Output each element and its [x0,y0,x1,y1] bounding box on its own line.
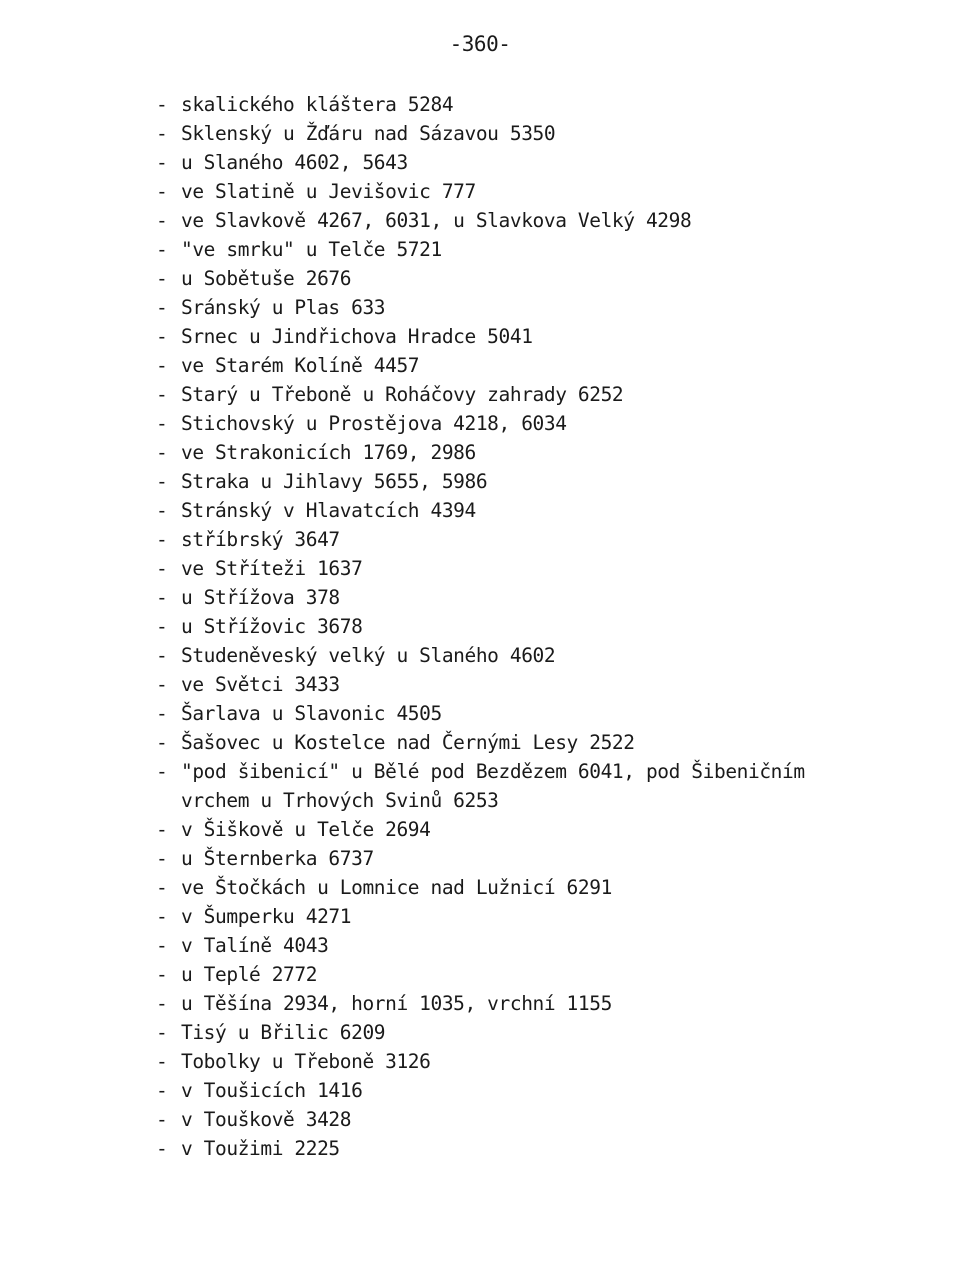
entry-dash: - [156,615,168,638]
entry-text: ve Starém Kolíně 4457 [181,354,420,377]
list-item [156,264,946,293]
entry-dash: - [156,151,168,174]
list-item [156,1047,946,1076]
entry-dash: - [156,1079,168,1102]
entry-text: v Talíně 4043 [181,934,329,957]
entry-dash: - [156,180,168,203]
entry-dash: - [156,238,168,261]
entry-dash: - [156,586,168,609]
list-item [156,119,946,148]
list-item [156,641,946,670]
entry-dash: - [156,354,168,377]
entry-text: Sklenský u Žďáru nad Sázavou 5350 [181,122,556,145]
list-item [156,699,946,728]
entry-text: v Touškově 3428 [181,1108,352,1131]
list-item [156,380,946,409]
entry-text: Straka u Jihlavy 5655, 5986 [181,470,488,493]
entry-text: ve Stříteži 1637 [181,557,363,580]
entry-dash: - [156,528,168,551]
list-item [156,1076,946,1105]
list-item [156,612,946,641]
entry-dash: - [156,1021,168,1044]
entry-text: Stránský v Hlavatcích 4394 [181,499,476,522]
entry-text: ve Strakonicích 1769, 2986 [181,441,476,464]
entry-continuation: vrchem u Trhových Svinů 6253 [181,789,499,812]
entry-dash: - [156,644,168,667]
list-item [156,583,946,612]
list-item [156,293,946,322]
entry-dash: - [156,1108,168,1131]
entry-dash: - [156,267,168,290]
entry-text: u Střížova 378 [181,586,340,609]
entry-text: Starý u Třeboně u Roháčovy zahrady 6252 [181,383,624,406]
entry-text: v Šiškově u Telče 2694 [181,818,431,841]
list-item [156,235,946,264]
list-item [156,554,946,583]
entry-text: Studeněveský velký u Slaného 4602 [181,644,556,667]
entry-text: Šašovec u Kostelce nad Černými Lesy 2522 [181,731,635,754]
entry-dash: - [156,1137,168,1160]
entry-text: v Toušicích 1416 [181,1079,363,1102]
entry-text: u Slaného 4602, 5643 [181,151,408,174]
list-item [156,989,946,1018]
entry-dash: - [156,934,168,957]
entry-text: ve Slavkově 4267, 6031, u Slavkova Velký 4298 [181,209,692,232]
list-item [156,409,946,438]
entry-text: Tobolky u Třeboně 3126 [181,1050,431,1073]
list-item [156,757,946,815]
entry-text: ve Světci 3433 [181,673,340,696]
list-item [156,815,946,844]
entry-dash: - [156,209,168,232]
entry-text: ve Slatině u Jevišovic 777 [181,180,476,203]
list-item [156,206,946,235]
list-item [156,728,946,757]
list-item [156,670,946,699]
entry-text: Šarlava u Slavonic 4505 [181,702,442,725]
entry-text: Tisý u Břilic 6209 [181,1021,386,1044]
list-item [156,931,946,960]
entry-dash: - [156,673,168,696]
entry-dash: - [156,557,168,580]
entry-text: skalického kláštera 5284 [181,93,454,116]
entry-dash: - [156,499,168,522]
list-item [156,438,946,467]
entry-list [156,90,946,1163]
entry-dash: - [156,702,168,725]
entry-dash: - [156,905,168,928]
entry-text: u Teplé 2772 [181,963,318,986]
entry-dash: - [156,470,168,493]
list-item [156,496,946,525]
entry-dash: - [156,992,168,1015]
entry-text: u Sobětuše 2676 [181,267,352,290]
entry-dash: - [156,122,168,145]
entry-dash: - [156,296,168,319]
list-item [156,960,946,989]
list-item [156,1105,946,1134]
entry-text: v Toužimi 2225 [181,1137,340,1160]
list-item [156,873,946,902]
list-item [156,148,946,177]
entry-text: stříbrský 3647 [181,528,340,551]
list-item [156,90,946,119]
entry-dash: - [156,818,168,841]
entry-dash: - [156,760,168,783]
list-item [156,467,946,496]
entry-text: Stichovský u Prostějova 4218, 6034 [181,412,567,435]
entry-text: u Šternberka 6737 [181,847,374,870]
entry-text: v Šumperku 4271 [181,905,352,928]
entry-dash: - [156,876,168,899]
entry-dash: - [156,963,168,986]
entry-text: "ve smrku" u Telče 5721 [181,238,442,261]
entry-text: ve Štočkách u Lomnice nad Lužnicí 6291 [181,876,612,899]
list-item [156,177,946,206]
list-item [156,1134,946,1163]
entry-dash: - [156,383,168,406]
entry-dash: - [156,847,168,870]
list-item [156,902,946,931]
entry-text: u Těšína 2934, horní 1035, vrchní 1155 [181,992,612,1015]
entry-dash: - [156,93,168,116]
entry-dash: - [156,441,168,464]
list-item [156,351,946,380]
list-item [156,844,946,873]
entry-dash: - [156,1050,168,1073]
entry-text: Sránský u Plas 633 [181,296,386,319]
entry-text: Srnec u Jindřichova Hradce 5041 [181,325,533,348]
list-item [156,525,946,554]
entry-dash: - [156,731,168,754]
entry-text: "pod šibenicí" u Bělé pod Bezdězem 6041, pod Šibeničním [181,760,805,783]
list-item [156,1018,946,1047]
entry-dash: - [156,325,168,348]
entry-dash: - [156,412,168,435]
page-number: -360- [449,32,511,56]
entry-text: u Střížovic 3678 [181,615,363,638]
list-item [156,322,946,351]
